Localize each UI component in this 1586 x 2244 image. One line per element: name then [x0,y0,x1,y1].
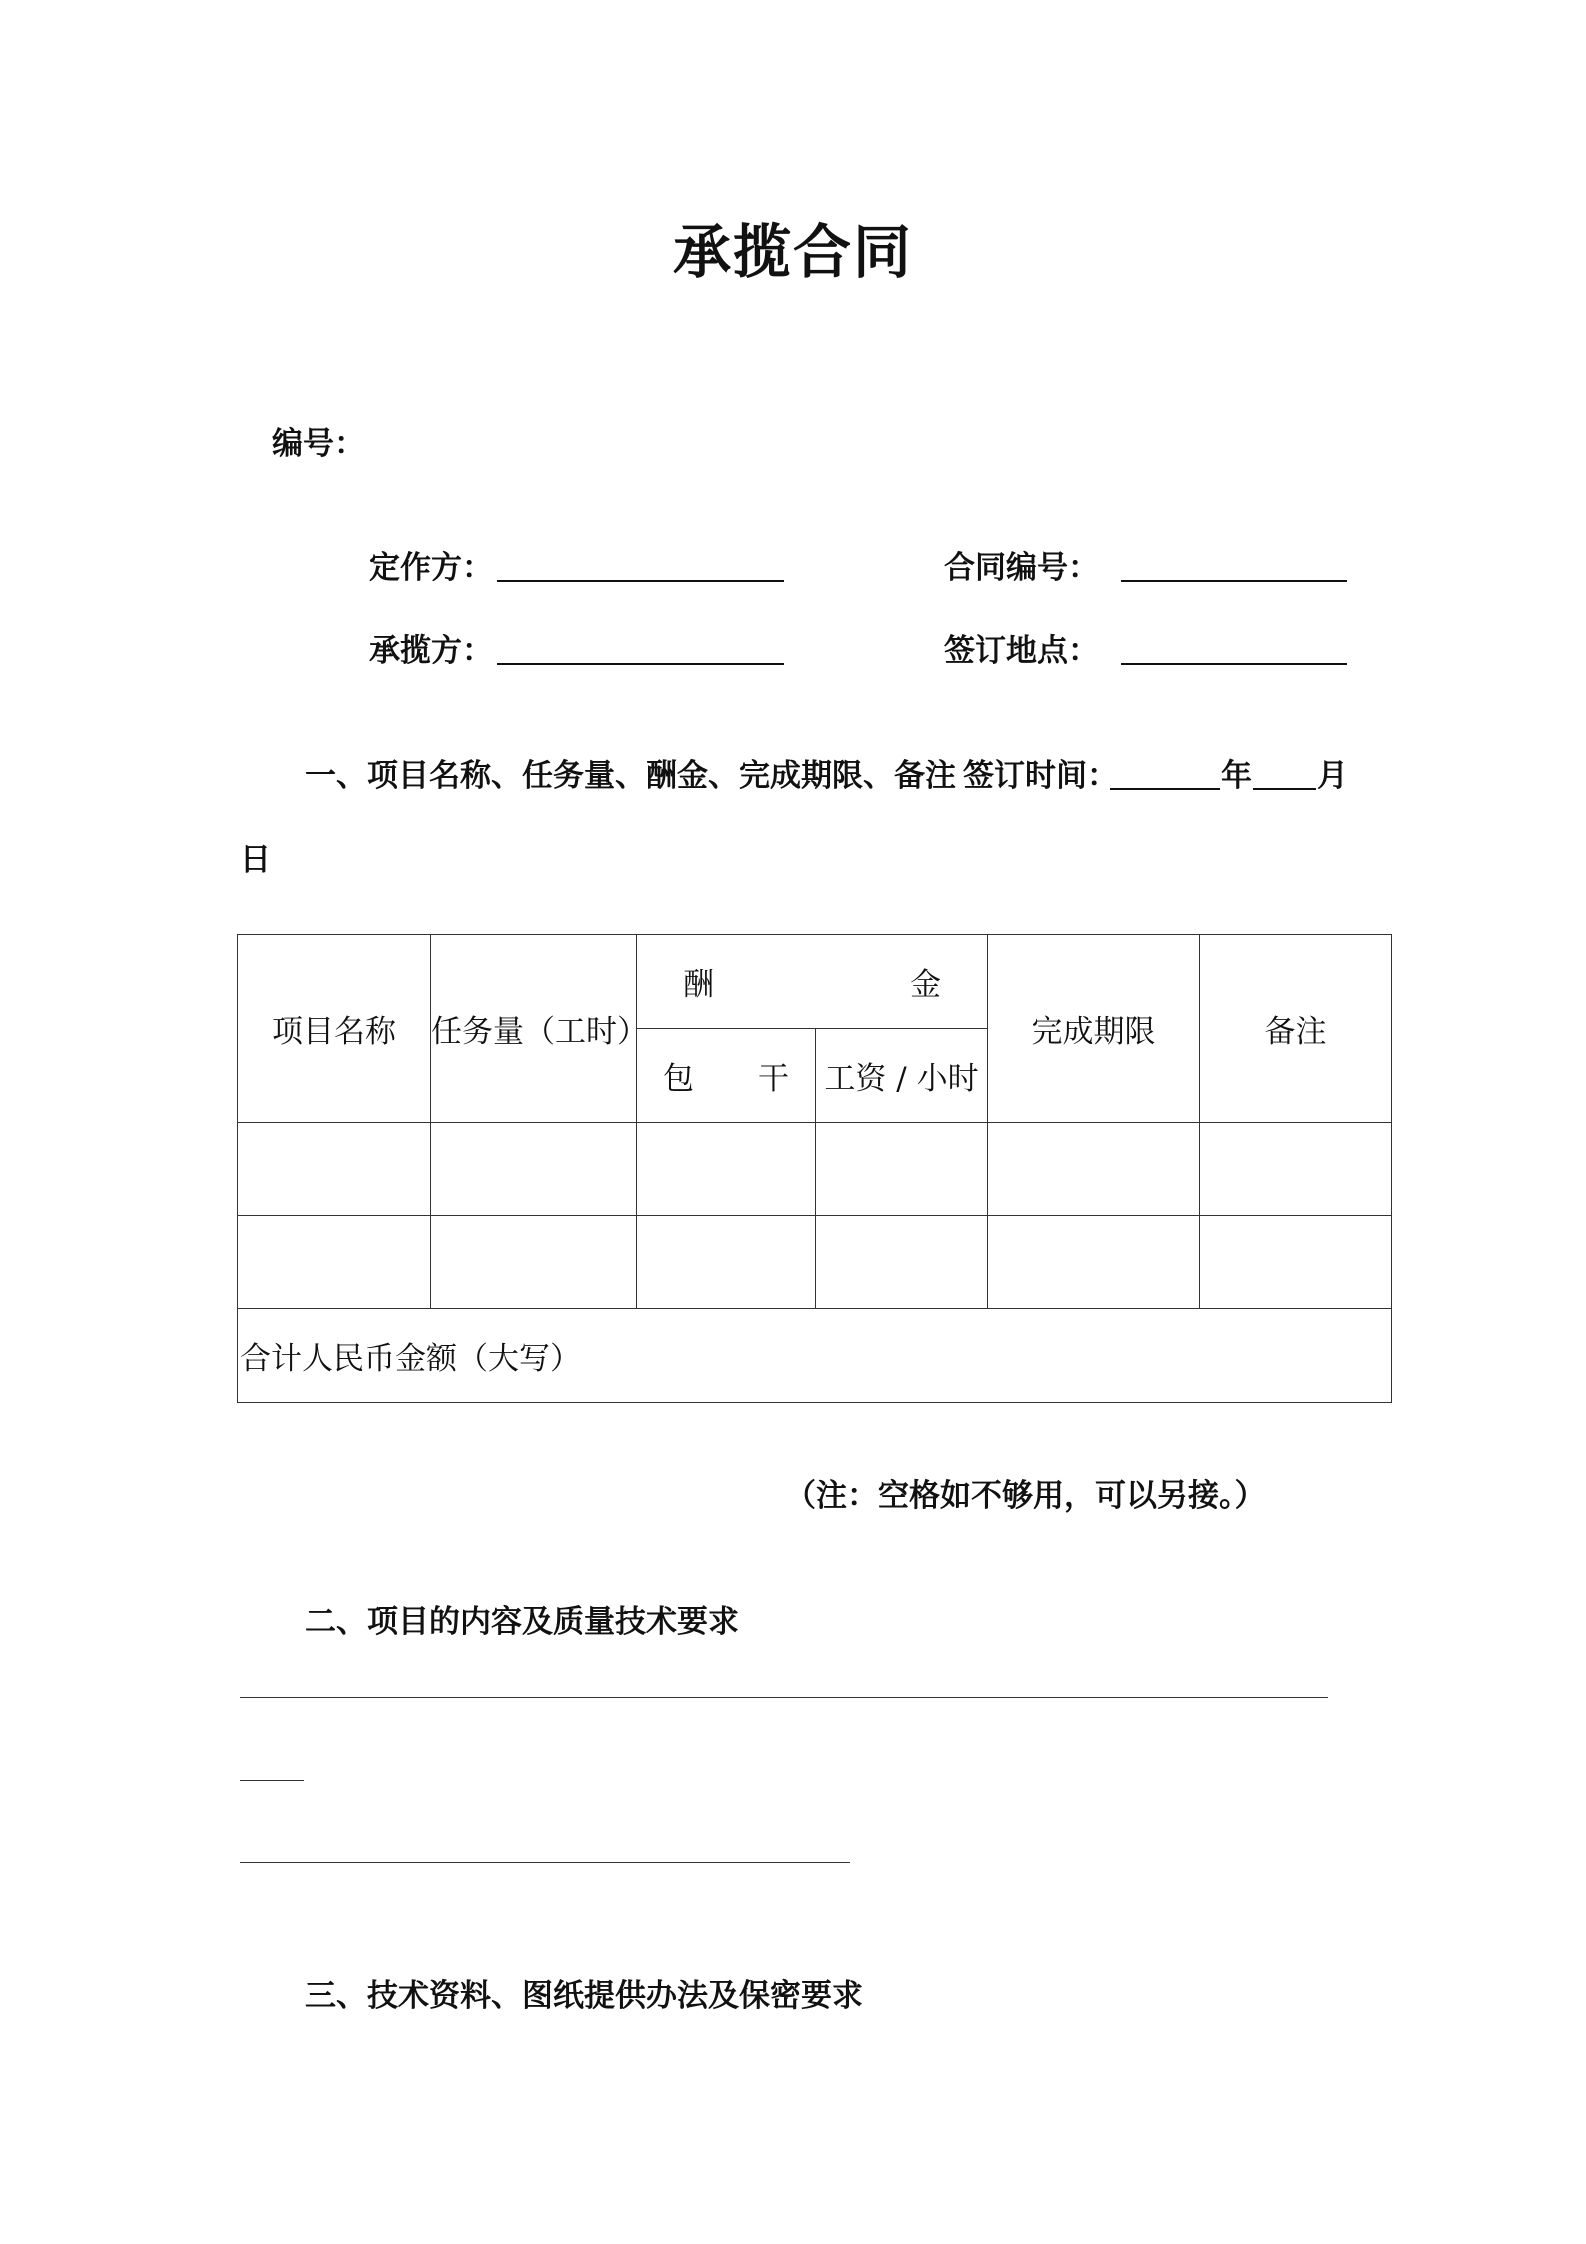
table-note: （注：空格如不够用，可以另接。） [785,1478,1266,1514]
contract-no-field[interactable] [1121,580,1347,582]
table-cell[interactable] [431,1216,637,1309]
sign-place-label: 签订地点： [944,633,1099,669]
table-cell[interactable] [816,1216,988,1309]
table-total-row [238,1309,1392,1403]
table-cell[interactable] [637,1123,816,1216]
table-cell[interactable] [1200,1123,1392,1216]
contractor-label: 承揽方： [369,633,493,669]
contract-no-label: 合同编号： [944,550,1099,586]
contract-number-label: 编号： [272,426,365,462]
section-3-heading: 三、技术资料、图纸提供办法及保密要求 [305,1978,863,2014]
answer-line[interactable] [240,1697,1328,1698]
answer-line[interactable] [240,1780,304,1781]
header-workload: 任务量（工时） [431,935,637,1123]
total-amount-label: 合计人民币金额（大写） [240,1341,581,1377]
header-project-name: 项目名称 [238,935,431,1123]
total-amount-cell[interactable] [238,1309,1392,1403]
table-row [238,1216,1392,1309]
table-cell[interactable] [988,1123,1200,1216]
day-label: 日 [240,842,271,878]
table-cell[interactable] [238,1123,431,1216]
header-remuneration-left: 酬 [683,967,714,1003]
client-field[interactable] [497,580,784,582]
header-lump-sum-left: 包 [663,1061,694,1097]
sign-month-field[interactable] [1253,788,1316,790]
table-cell[interactable] [431,1123,637,1216]
client-label: 定作方： [369,550,493,586]
year-label: 年 [1221,758,1252,794]
header-lump-sum [637,1029,816,1123]
header-remarks: 备注 [1200,935,1392,1123]
header-remuneration [637,935,988,1029]
table-cell[interactable] [1200,1216,1392,1309]
contractor-field[interactable] [497,663,784,665]
header-remuneration-right: 金 [910,967,941,1003]
header-deadline: 完成期限 [988,935,1200,1123]
sign-time-label: 签订时间： [963,758,1118,794]
answer-line[interactable] [240,1862,850,1863]
header-lump-sum-right: 干 [758,1061,789,1097]
project-table [237,934,1392,1403]
table-cell[interactable] [988,1216,1200,1309]
header-wage-per-hour: 工资 / 小时 [816,1029,988,1123]
section-2-heading: 二、项目的内容及质量技术要求 [305,1604,739,1640]
table-row [238,1123,1392,1216]
table-cell[interactable] [637,1216,816,1309]
section-1-heading: 一、项目名称、任务量、酬金、完成期限、备注 [305,758,956,794]
table-cell[interactable] [816,1123,988,1216]
month-label: 月 [1317,758,1348,794]
sign-place-field[interactable] [1121,663,1347,665]
sign-year-field[interactable] [1110,788,1220,790]
table-cell[interactable] [238,1216,431,1309]
page-title: 承揽合同 [672,218,913,286]
table-header-row [238,935,1392,1029]
